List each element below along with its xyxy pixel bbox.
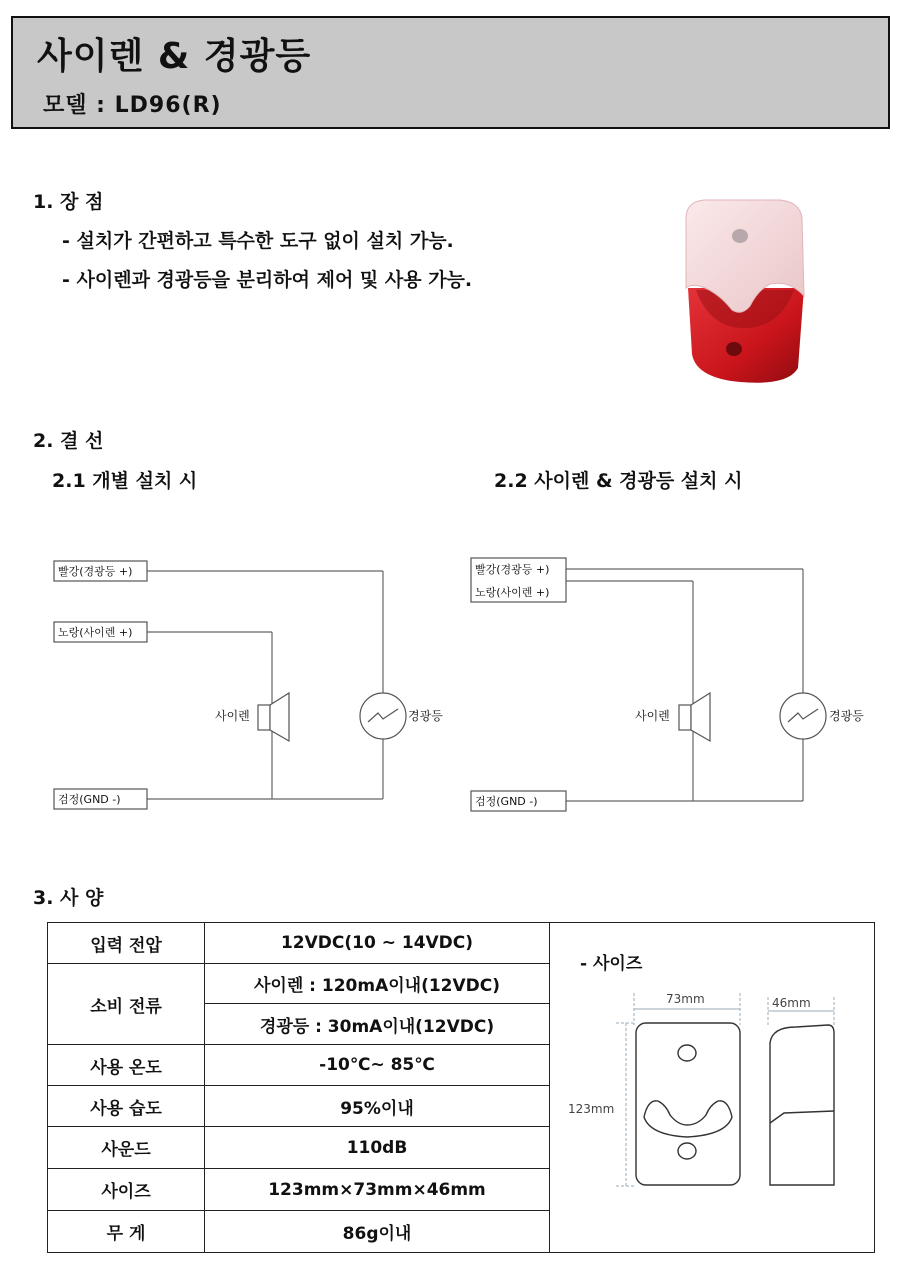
- siren-icon: [679, 693, 710, 741]
- feature-item: - 설치가 간편하고 특수한 도구 없이 설치 가능.: [62, 230, 454, 252]
- size-panel-label: - 사이즈: [580, 954, 643, 974]
- depth-dimension: 46mm: [772, 996, 811, 1010]
- spec-label: 무 게: [48, 1211, 205, 1253]
- spec-label: 사운드: [48, 1127, 205, 1169]
- product-photo: [670, 188, 820, 388]
- siren-icon: [258, 693, 289, 741]
- siren-label: 사이렌: [635, 709, 670, 723]
- width-dimension: 73mm: [666, 992, 705, 1006]
- spec-value: 95%이내: [205, 1086, 550, 1127]
- spec-label: 사용 온도: [48, 1045, 205, 1086]
- spec-table: [47, 922, 875, 1253]
- red-wire-label: 빨강(경광등 +): [475, 563, 550, 576]
- model-number: 모델 : LD96(R): [43, 93, 222, 118]
- spec-label: 사이즈: [48, 1169, 205, 1211]
- size-dimension-drawing: [556, 983, 866, 1193]
- lamp-label: 경광등: [408, 709, 443, 723]
- black-wire-label: 검정(GND -): [475, 795, 538, 808]
- features-heading: 1. 장 점: [33, 191, 104, 213]
- yellow-wire-label: 노랑(사이렌 +): [58, 626, 133, 639]
- wiring-heading: 2. 결 선: [33, 430, 104, 452]
- spec-value: 사이렌 : 120mA이내(12VDC): [205, 964, 550, 1004]
- spec-value: 경광등 : 30mA이내(12VDC): [205, 1004, 550, 1045]
- size-panel: [550, 923, 875, 1253]
- lamp-icon: [360, 693, 406, 739]
- spec-label: 입력 전압: [48, 923, 205, 964]
- yellow-wire-label: 노랑(사이렌 +): [475, 586, 550, 599]
- individual-wiring-title: 2.1 개별 설치 시: [52, 470, 198, 492]
- page-title: 사이렌 & 경광등: [37, 36, 312, 77]
- combined-wiring-title: 2.2 사이렌 & 경광등 설치 시: [494, 470, 743, 492]
- spec-value: 12VDC(10 ~ 14VDC): [205, 923, 550, 964]
- spec-value: 110dB: [205, 1127, 550, 1169]
- height-dimension: 123mm: [568, 1102, 615, 1116]
- spec-value: 86g이내: [205, 1211, 550, 1253]
- spec-value: -10℃~ 85℃: [205, 1045, 550, 1086]
- lamp-label: 경광등: [829, 709, 864, 723]
- spec-label: 사용 습도: [48, 1086, 205, 1127]
- specs-heading: 3. 사 양: [33, 887, 104, 909]
- feature-item: - 사이렌과 경광등을 분리하여 제어 및 사용 가능.: [62, 269, 473, 291]
- red-wire-label: 빨강(경광등 +): [58, 565, 133, 578]
- title-header: [11, 16, 890, 129]
- spec-value: 123mm×73mm×46mm: [205, 1169, 550, 1211]
- spec-label: 소비 전류: [48, 964, 205, 1045]
- individual-wiring-diagram: [40, 550, 460, 820]
- combined-wiring-diagram: [460, 550, 890, 820]
- lamp-icon: [780, 693, 826, 739]
- black-wire-label: 검정(GND -): [58, 793, 121, 806]
- siren-label: 사이렌: [215, 709, 250, 723]
